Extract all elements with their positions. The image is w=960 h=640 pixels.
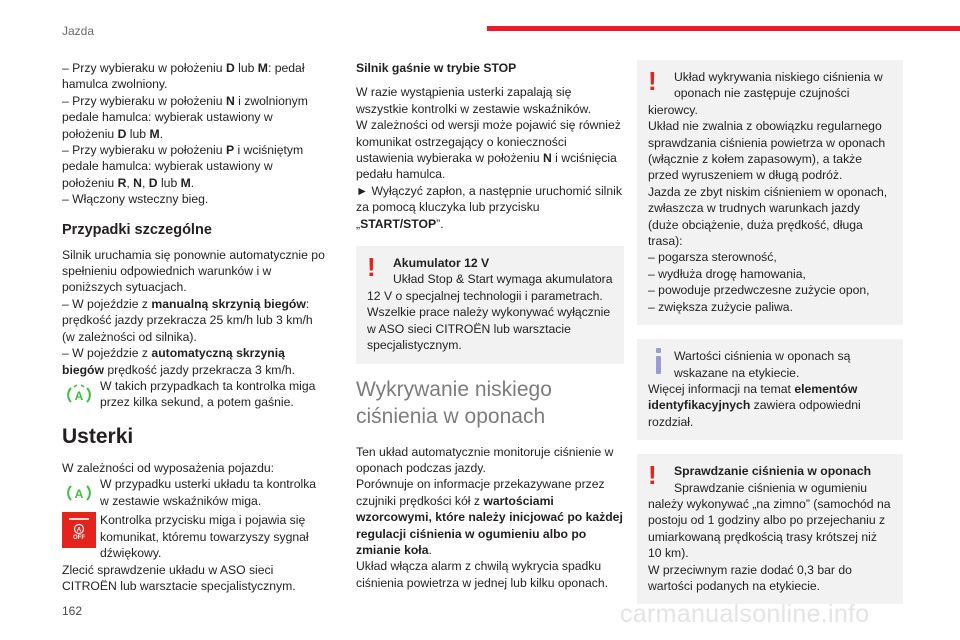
special-cases-intro: Silnik uruchamia się ponownie automatycznie po spełnieniu odpowiednich warunków i w poniższych sytuacjach. xyxy=(62,247,325,295)
page-number: 162 xyxy=(62,604,83,618)
warning-icon: ! xyxy=(648,460,657,491)
check-first: Sprawdzanie ciśnienia w ogumieniu xyxy=(674,480,868,495)
check-title: Sprawdzanie ciśnienia w oponach xyxy=(674,464,872,479)
off-label: OFF xyxy=(73,535,85,542)
check-p2: W przeciwnym razie dodać 0,3 bar do wartości podanych na etykiecie. xyxy=(648,562,852,593)
faults-heading: Usterki xyxy=(62,424,134,448)
tyre-warning-rest: kierowcy. xyxy=(648,102,698,117)
warning-icon: ! xyxy=(648,66,657,96)
stop-start-off-button-icon xyxy=(62,512,96,548)
fault-lamp-row xyxy=(62,476,328,510)
low-pressure-heading: Wykrywanie niskiego ciśnienia w oponach xyxy=(356,377,552,428)
tyre-warning-first: Układ wykrywania niskiego ciśnienia w oponach nie zastępuje czujności xyxy=(674,70,883,101)
stop-mode-heading: Silnik gaśnie w trybie STOP xyxy=(356,61,517,75)
fault-lamp-text: W przypadku usterki układu ta kontrolka w zestawie wskaźników miga. xyxy=(100,477,317,508)
list-item: – Przy wybieraku w położeniu D lub M: pedał hamulca zwolniony. xyxy=(62,61,305,92)
faults-end: Zlecić sprawdzenie układu w ASO sieci CITROËN lub warsztacie specjalistycznym. xyxy=(62,562,296,593)
tyre-warning-p3: Jazda ze zbyt niskim ciśnieniem w oponach, zwłaszcza w trudnych warunkach jazdy (duże obciążenie, duża prędkość, długa trasa): xyxy=(648,184,888,249)
conditions-list xyxy=(62,60,328,208)
info-more: Więcej informacji na temat elementów identyfikacyjnych zawiera odpowiedni rozdział. xyxy=(648,381,861,429)
stop-mode-p3: ► Wyłączyć zapłon, a następnie uruchomić silnik za pomocą kluczyka lub przycisku „START/STOP”. xyxy=(356,183,622,231)
low-pressure-p3: Układ włącza alarm z chwilą wykrycia spadku ciśnienia powietrza w jednej lub kilku oponach. xyxy=(356,559,609,590)
header-title: Jazda xyxy=(62,24,95,38)
list-item: – wydłuża drogę hamowania, xyxy=(648,266,806,281)
battery-warning-box xyxy=(356,246,624,363)
svg-text:A: A xyxy=(76,526,82,534)
warning-icon: ! xyxy=(367,252,376,283)
svg-text:A: A xyxy=(74,487,84,502)
list-item: – Włączony wsteczny bieg. xyxy=(62,192,209,207)
faults-intro: W zależności od wyposażenia pojazdu: xyxy=(62,460,275,475)
watermark: carmanualsonline.info xyxy=(620,600,870,628)
list-item: – Przy wybieraku w położeniu N i zwolnionym pedale hamulca: wybierak ustawiony w położeniu D lub M. xyxy=(62,93,308,141)
manual-gearbox-item: – W pojeździe z manualną skrzynią biegów: prędkość jazdy przekracza 25 km/h lub 3 km/h (w zależności od silnika). xyxy=(62,296,313,344)
stop-mode-p1: W razie wystąpienia usterki zapalają się wszystkie kontrolki w zestawie wskaźników. xyxy=(356,85,592,116)
info-icon xyxy=(648,348,670,376)
green-lamp-row xyxy=(62,378,328,412)
low-pressure-p1: Ten układ automatycznie monitoruje ciśnienie w oponach podczas jazdy. xyxy=(356,444,614,475)
pressure-check-box xyxy=(637,454,903,604)
list-item: – Przy wybieraku w położeniu P i wciśniętym pedale hamulca: wybierak ustawiony w położeniu R, N, D lub M. xyxy=(62,143,304,190)
column-2 xyxy=(356,60,624,591)
tyre-warning-box xyxy=(637,60,903,325)
fault-button-row xyxy=(62,512,328,561)
tyre-info-box xyxy=(637,339,903,440)
stop-mode-p2: W zależności od wersji może pojawić się również komunikat ostrzegający o konieczności ustawienia wybieraka w położeniu N i wciśnięcia pedału hamulca. xyxy=(356,118,621,182)
list-item: – pogarsza sterowność, xyxy=(648,250,777,265)
stop-start-fault-lamp-icon xyxy=(62,476,96,510)
tyre-warning-p2: Układ nie zwalnia z obowiązku regularnego sprawdzania ciśnienia powietrza w oponach (włącznie z kołem zapasowym), a także przed wyruszeniem w długą podróż. xyxy=(648,119,886,183)
check-rest: należy wykonywać „na zimno” (samochód na postoju od 1 godziny albo po przejechaniu z umiarkowaną prędkością trasy krótszej niż 10 km). xyxy=(648,496,891,561)
auto-gearbox-item: – W pojeździe z automatyczną skrzynią biegów prędkość jazdy przekracza 3 km/h. xyxy=(62,346,295,377)
fault-button-text: Kontrolka przycisku miga i pojawia się komunikat, któremu towarzyszy sygnał dźwiękowy. xyxy=(100,513,309,561)
battery-first-line: Układ Stop & Start wymaga akumulatora xyxy=(393,272,613,287)
low-pressure-p2: Porównuje on informacje przekazywane przez czujniki prędkości kół z wartościami wzorcowymi, które należy inicjować po każdej regulacji ciśnienia w ogumieniu albo po zmianie koła. xyxy=(356,477,623,557)
column-3 xyxy=(637,60,903,604)
stop-start-green-lamp-icon xyxy=(62,378,96,412)
info-first: Wartości ciśnienia w oponach są wskazane na etykiecie. xyxy=(674,349,851,380)
list-item: – powoduje przedwczesne zużycie opon, xyxy=(648,283,870,298)
svg-text:A: A xyxy=(74,388,84,403)
battery-text: 12 V o specjalnej technologii i parametrach. Wszelkie prace należy wykonywać wyłącznie w ASO sieci CITROËN lub warsztacie specjalistycznym. xyxy=(367,288,611,353)
list-item: – zwiększa zużycie paliwa. xyxy=(648,299,793,314)
header-accent-bar xyxy=(487,26,960,31)
special-cases-heading: Przypadki szczególne xyxy=(62,221,212,238)
battery-title: Akumulator 12 V xyxy=(393,256,490,271)
green-lamp-text: W takich przypadkach ta kontrolka miga przez kilka sekund, a potem gaśnie. xyxy=(100,378,316,410)
column-1 xyxy=(62,60,328,594)
